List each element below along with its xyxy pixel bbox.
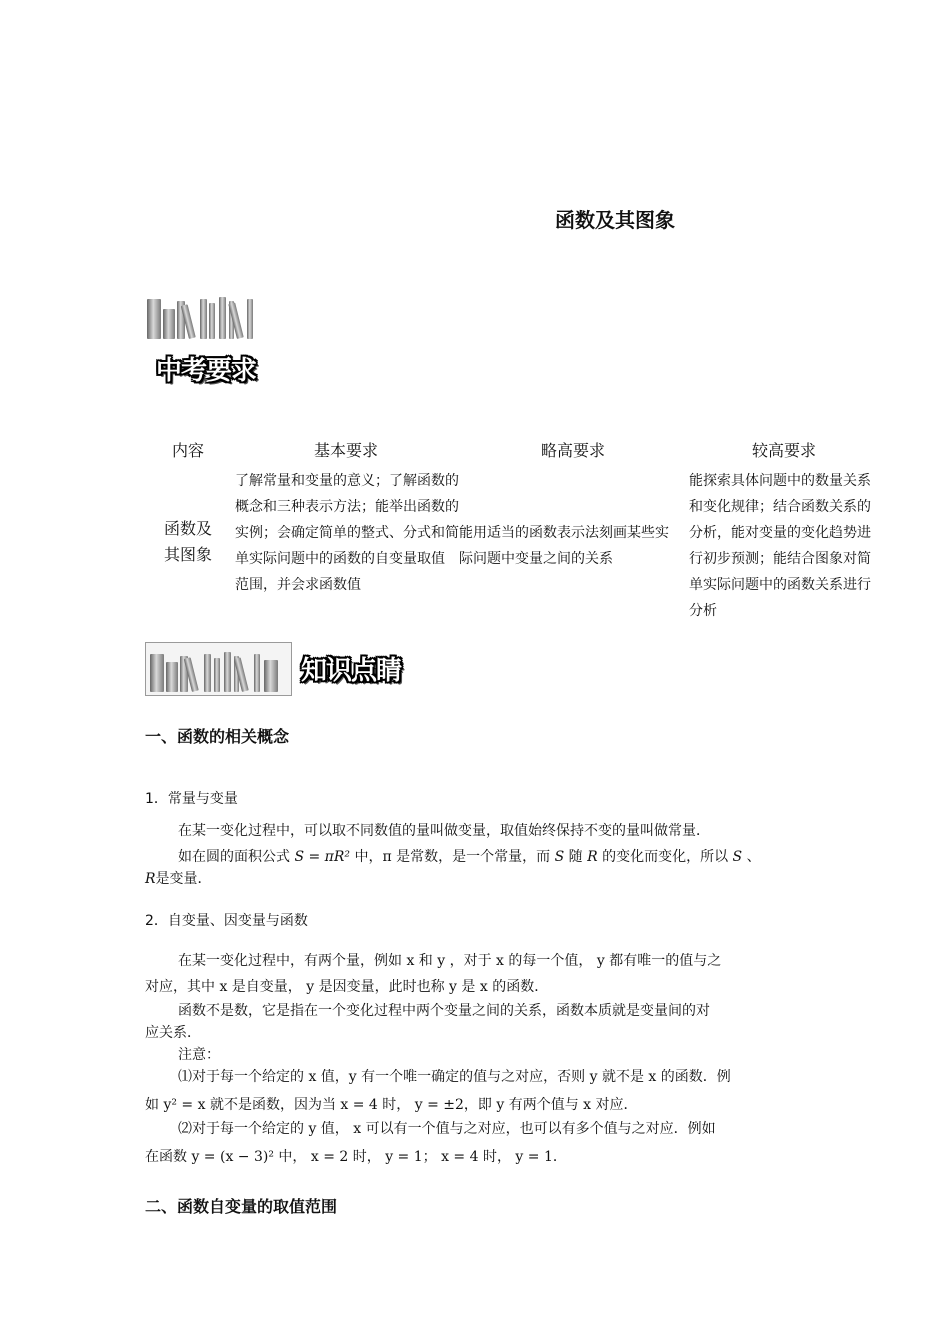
table-header-content: 内容 (172, 441, 205, 460)
books-banner-image-2 (145, 642, 292, 696)
paragraph-constant-variable: 在某一变化过程中，可以取不同数值的量叫做变量，取值始终保持不变的量叫做常量． (178, 823, 710, 839)
note-label: 注意： (178, 1047, 220, 1063)
note-item-2-cont: 在函数 y = (x − 3)² 中， x = 2 时， y = 1； x = 4 时， y = 1． (145, 1149, 567, 1165)
paragraph-area-formula: 如在圆的面积公式 S = πR² 中，π 是常数，是一个常量，而 S 随 R 的变化而变化，所以 S 、 (178, 849, 761, 865)
table-cell-mid: 能用适当的函数表示法刻画某些实 际问题中变量之间的关系 (459, 525, 669, 567)
paragraph-function-def-cont: 对应，其中 x 是自变量， y 是因变量，此时也称 y 是 x 的函数． (145, 979, 549, 995)
subsection-heading-1-1: 1．常量与变量 (145, 791, 238, 807)
paragraph-function-essence-cont: 应关系． (145, 1025, 201, 1041)
note-item-2: ⑵对于每一个给定的 y 值， x 可以有一个值与之对应，也可以有多个值与之对应．例如 (178, 1121, 716, 1137)
paragraph-function-essence: 函数不是数，它是指在一个变化过程中两个变量之间的关系，函数本质就是变量间的对 (178, 1003, 710, 1019)
table-cell-high: 能探索具体问题中的数量关系 和变化规律；结合函数关系的 分析，能对变量的变化趋势进 行初步预测；能结合图象对简 单实际问题中的函数关系进行 分析 (689, 473, 871, 619)
section-heading-1: 一、函数的相关概念 (145, 727, 290, 746)
table-header-high: 较高要求 (752, 441, 817, 460)
section-heading-2: 二、函数自变量的取值范围 (145, 1197, 338, 1216)
paragraph-area-formula-cont: R是变量． (145, 871, 212, 887)
note-item-1-cont: 如 y² = x 就不是函数，因为当 x = 4 时， y = ±2，即 y 有两个值与 x 对应． (145, 1097, 638, 1113)
paragraph-function-def: 在某一变化过程中，有两个量，例如 x 和 y ，对于 x 的每一个值， y 都有唯一的值与之 (178, 953, 722, 969)
books-banner-image (145, 290, 257, 342)
table-header-mid: 略高要求 (541, 441, 606, 460)
area-formula: S = πR² (294, 849, 351, 865)
note-item-1: ⑴对于每一个给定的 x 值，y 有一个唯一确定的值与之对应，否则 y 就不是 x 的函数．例 (178, 1069, 731, 1085)
knowledge-heading: 知识点睛 (301, 656, 402, 686)
table-cell-basic: 了解常量和变量的意义；了解函数的 概念和三种表示方法；能举出函数的 实例；会确定简单的整式、分式和简 单实际问题中的函数的自变量取值 范围，并会求函数值 (235, 473, 459, 593)
subsection-heading-1-2: 2．自变量、因变量与函数 (145, 913, 308, 929)
requirements-heading: 中考要求 (156, 356, 257, 386)
table-row-label: 函数及 其图象 (164, 519, 213, 564)
page-title: 函数及其图象 (555, 208, 675, 232)
table-header-basic: 基本要求 (314, 441, 379, 460)
